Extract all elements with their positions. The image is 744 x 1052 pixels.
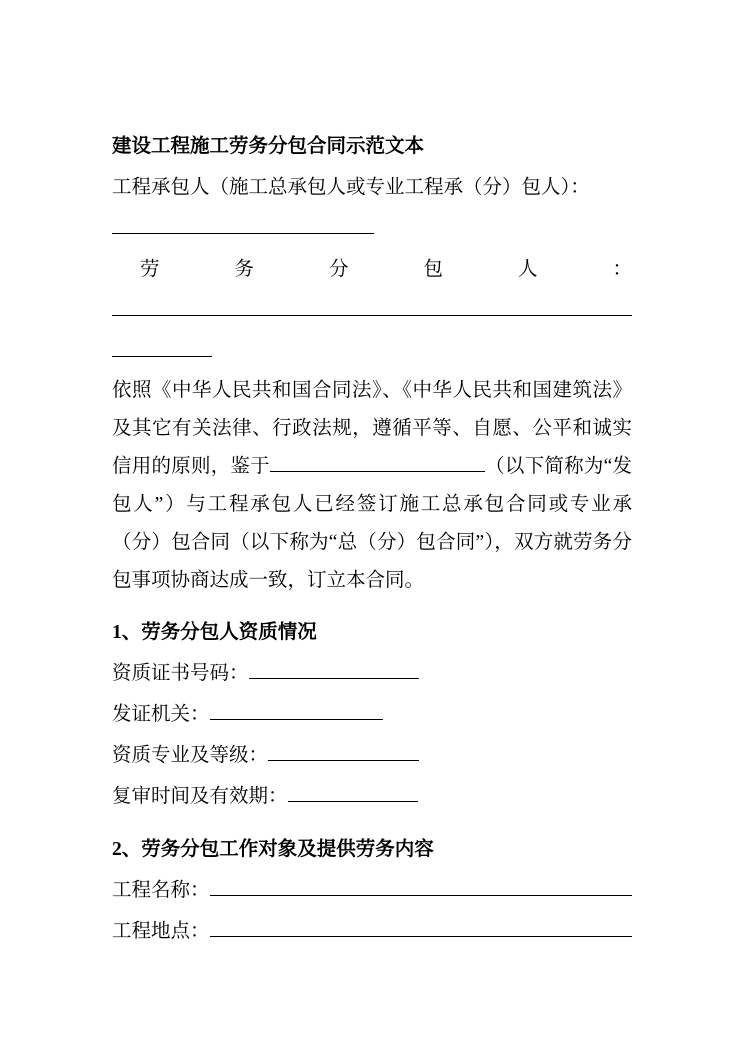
- document-title: 建设工程施工劳务分包合同示范文本: [112, 136, 425, 157]
- certificate-number-label: 资质证书号码：: [112, 663, 249, 684]
- section-1-heading: 1、劳务分包人资质情况: [112, 622, 317, 643]
- subcontractor-label: 劳务分包人：: [140, 259, 632, 280]
- field-review-validity: [112, 776, 632, 817]
- review-validity-blank: [288, 797, 418, 802]
- qualification-grade-label: 资质专业及等级：: [112, 745, 269, 766]
- section-2-heading: 2、劳务分包工作对象及提供劳务内容: [112, 839, 434, 860]
- field-project-location: [112, 911, 632, 952]
- preamble-text-after: （以下简称为“发包人”）与工程承包人已经签订施工总承包合同或专业承（分）包合同（以下称为“总（分）包合同”），双方就劳务分包事项协商达成一致，订立本合同。: [112, 456, 632, 591]
- field-issuing-authority: [112, 694, 632, 735]
- project-name-label: 工程名称：: [112, 880, 210, 901]
- field-qualification-grade: [112, 735, 632, 776]
- subcontractor-name-line-2: [112, 331, 632, 372]
- issuing-authority-label: 发证机关：: [112, 704, 210, 725]
- preamble-paragraph: [112, 372, 632, 600]
- field-certificate-number: [112, 653, 632, 694]
- contractor-name-line: [112, 208, 632, 249]
- contractor-label: 工程承包人（施工总承包人或专业工程承（分）包人）：: [112, 177, 590, 198]
- project-location-blank: [210, 932, 632, 937]
- field-project-name: [112, 870, 632, 911]
- review-validity-label: 复审时间及有效期：: [112, 786, 288, 807]
- employer-name-blank: [270, 467, 485, 472]
- qualification-grade-blank: [268, 756, 419, 761]
- subcontractor-name-line-1: [112, 290, 632, 331]
- issuing-authority-blank: [210, 715, 383, 720]
- preamble-text-before: 依照《中华人民共和国合同法》、《中华人民共和国建筑法》及其它有关法律、行政法规，遵循平等、自愿、公平和诚实信用的原则，鉴于: [112, 380, 632, 477]
- project-name-blank: [210, 891, 632, 896]
- subcontractor-name-blank-1: [112, 311, 632, 316]
- contractor-name-blank: [112, 229, 374, 234]
- certificate-number-blank: [249, 674, 419, 679]
- subcontractor-name-blank-2: [112, 352, 212, 357]
- project-location-label: 工程地点：: [112, 921, 210, 942]
